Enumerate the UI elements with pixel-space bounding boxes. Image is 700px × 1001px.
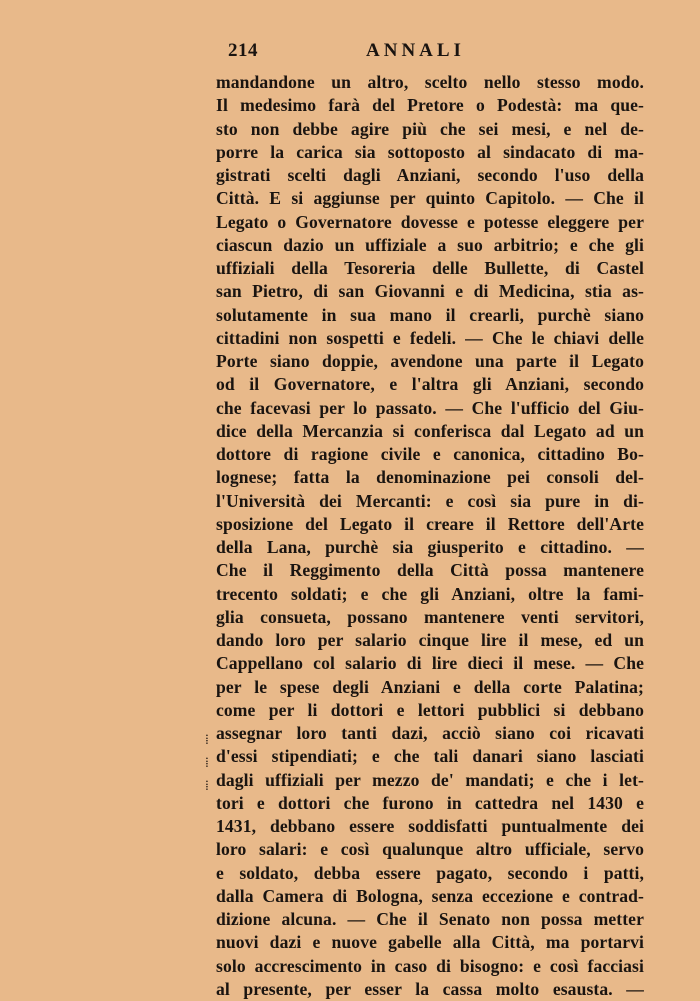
margin-mark: ⁞ [205, 779, 209, 794]
text-line: d'essi stipendiati; e che tali danari siano lasciati [216, 746, 644, 767]
text-line: Legato o Governatore dovesse e potesse eleggere per [216, 211, 644, 232]
text-line: solutamente in sua mano il crearli, purchè siano [216, 304, 644, 325]
text-line: ciascun dazio un uffiziale a suo arbitrio; e che gli [216, 234, 644, 255]
text-line: loro salari: e così qualunque altro ufficiale, servo [216, 839, 644, 860]
text-line: 1431, debbano essere soddisfatti puntualmente dei [216, 816, 644, 836]
running-title: ANNALI [366, 40, 465, 61]
text-line: trecento soldati; e che gli Anziani, oltre la fami- [216, 583, 644, 604]
text-line: dottore di ragione civile e canonica, cittadino Bo- [216, 444, 644, 464]
margin-mark: ⁞ [205, 733, 209, 748]
text-line: al presente, per esser la cassa molto esausta. — [216, 978, 644, 999]
text-line: per le spese degli Anziani e della corte Palatina; [216, 676, 644, 697]
text-line: dagli uffiziali per mezzo de' mandati; e che i let- [216, 769, 644, 790]
text-line: gistrati scelti dagli Anziani, secondo l'uso della [216, 165, 644, 185]
body-text [216, 71, 644, 1001]
text-line: porre la carica sia sottoposto al sindacato di ma- [216, 141, 644, 162]
margin-mark: ⁞ [205, 756, 209, 771]
text-line: tori e dottori che furono in cattedra nel 1430 e [216, 792, 644, 813]
text-line: assegnar loro tanti dazi, acciò siano coi ricavati [216, 723, 644, 743]
text-line: della Lana, purchè sia giusperito e cittadino. — [216, 537, 644, 557]
text-line: Che il Reggimento della Città possa mantenere [216, 560, 644, 581]
text-line: e soldato, debba essere pagato, secondo i patti, [216, 862, 644, 883]
text-line: cittadini non sospetti e fedeli. — Che le chiavi delle [216, 327, 644, 348]
text-line: uffiziali della Tesoreria delle Bullette, di Castel [216, 258, 644, 278]
text-line: Città. E si aggiunse per quinto Capitolo. — Che il [216, 188, 644, 209]
text-line: dice della Mercanzia si conferisca dal Legato ad un [216, 420, 644, 441]
text-line: nuovi dazi e nuove gabelle alla Città, ma portarvi [216, 932, 644, 953]
text-line: san Pietro, di san Giovanni e di Medicina, stia as- [216, 281, 644, 302]
text-line: dalla Camera di Bologna, senza eccezione e contrad- [216, 885, 644, 906]
page-header [216, 40, 642, 64]
text-line: dando loro per salario cinque lire il mese, ed un [216, 630, 644, 650]
text-line: Il medesimo farà del Pretore o Podestà: ma que- [216, 95, 644, 116]
text-line: glia consueta, possano mantenere venti servitori, [216, 606, 644, 627]
text-line: Cappellano col salario di lire dieci il mese. — Che [216, 653, 644, 674]
text-line: mandandone un altro, scelto nello stesso modo. [216, 72, 644, 92]
page-number: 214 [228, 40, 258, 61]
text-line: od il Governatore, e l'altra gli Anziani, secondo [216, 374, 644, 395]
text-line: come per li dottori e lettori pubblici si debbano [216, 699, 644, 720]
text-line: Porte siano doppie, avendone una parte il Legato [216, 351, 644, 371]
text-line: l'Università dei Mercanti: e così sia pure in di- [216, 490, 644, 511]
text-line: che facevasi per lo passato. — Che l'ufficio del Giu- [216, 397, 644, 418]
text-line: sposizione del Legato il creare il Rettore dell'Arte [216, 513, 644, 534]
text-line: sto non debbe agire più che sei mesi, e nel de- [216, 118, 644, 139]
text-line: lognese; fatta la denominazione pei consoli del- [216, 467, 644, 488]
text-line: dizione alcuna. — Che il Senato non possa metter [216, 909, 644, 929]
text-line: solo accrescimento in caso di bisogno: e così facciasi [216, 955, 644, 976]
